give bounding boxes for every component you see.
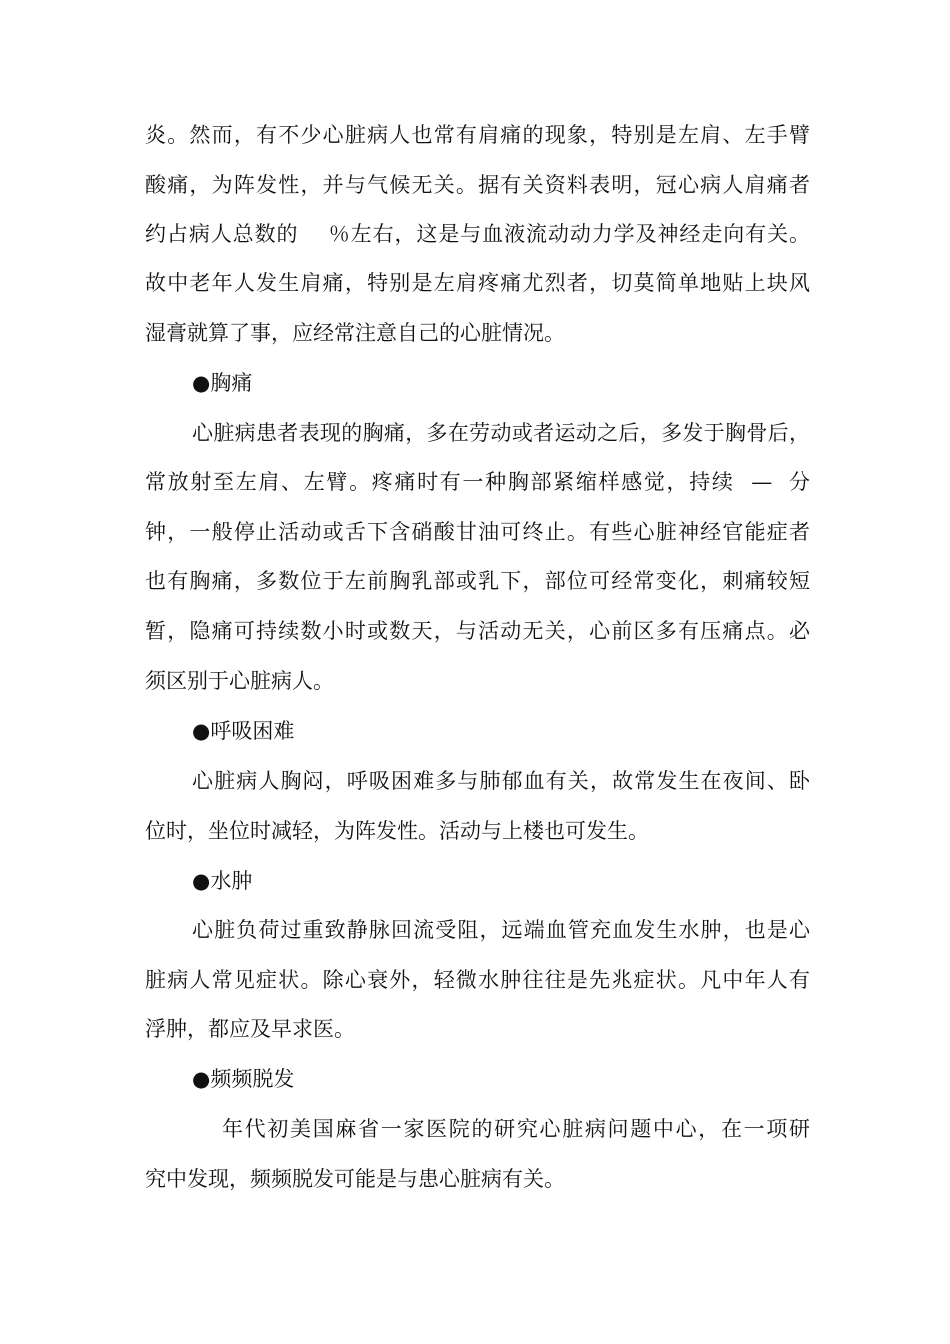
- paragraph-hair-line-2: 究中发现，频频脱发可能是与患心脏病有关。: [145, 1167, 565, 1191]
- paragraph-breath-line-2: 位时，坐位时减轻，为阵发性。活动与上楼也可发生。: [145, 819, 649, 843]
- paragraph-shoulder-line-2: 酸痛，为阵发性，并与气候无关。据有关资料表明，冠心病人肩痛者: [145, 173, 810, 197]
- paragraph-edema-line-2: 脏病人常见症状。除心衰外，轻微水肿往往是先兆症状。凡中年人有: [145, 968, 810, 992]
- paragraph-hair-line-1: 年代初美国麻省一家医院的研究心脏病问题中心，在一项研: [222, 1117, 810, 1141]
- paragraph-chest-line-6: 须区别于心脏病人。: [145, 669, 334, 693]
- section-heading-edema: ●水肿: [192, 869, 253, 893]
- paragraph-chest-line-3: 钟，一般停止活动或舌下含硝酸甘油可终止。有些心脏神经官能症者: [145, 520, 810, 544]
- section-heading-chest-pain: ●胸痛: [192, 371, 253, 395]
- paragraph-chest-line-2: 常放射至左肩、左臂。疼痛时有一种胸部紧缩样感觉，持续 — 分: [145, 470, 810, 494]
- paragraph-shoulder-line-1: 炎。然而，有不少心脏病人也常有肩痛的现象，特别是左肩、左手臂: [145, 123, 810, 147]
- paragraph-shoulder-line-5: 湿膏就算了事，应经常注意自己的心脏情况。: [145, 321, 565, 345]
- paragraph-chest-line-5: 暂，隐痛可持续数小时或数天，与活动无关，心前区多有压痛点。必: [145, 619, 810, 643]
- paragraph-edema-line-3: 浮肿，都应及早求医。: [145, 1017, 355, 1041]
- paragraph-shoulder-line-3: 约占病人总数的 ％左右，这是与血液流动动力学及神经走向有关。: [145, 222, 810, 246]
- paragraph-chest-line-1: 心脏病患者表现的胸痛，多在劳动或者运动之后，多发于胸骨后，: [192, 421, 810, 445]
- paragraph-edema-line-1: 心脏负荷过重致静脉回流受阻，远端血管充血发生水肿，也是心: [192, 918, 810, 942]
- section-heading-hair-loss: ●频频脱发: [192, 1067, 295, 1091]
- section-heading-breathing: ●呼吸困难: [192, 719, 295, 743]
- paragraph-breath-line-1: 心脏病人胸闷，呼吸困难多与肺郁血有关，故常发生在夜间、卧: [192, 769, 810, 793]
- paragraph-chest-line-4: 也有胸痛，多数位于左前胸乳部或乳下，部位可经常变化，刺痛较短: [145, 569, 810, 593]
- paragraph-shoulder-line-4: 故中老年人发生肩痛，特别是左肩疼痛尤烈者，切莫简单地贴上块风: [145, 271, 810, 295]
